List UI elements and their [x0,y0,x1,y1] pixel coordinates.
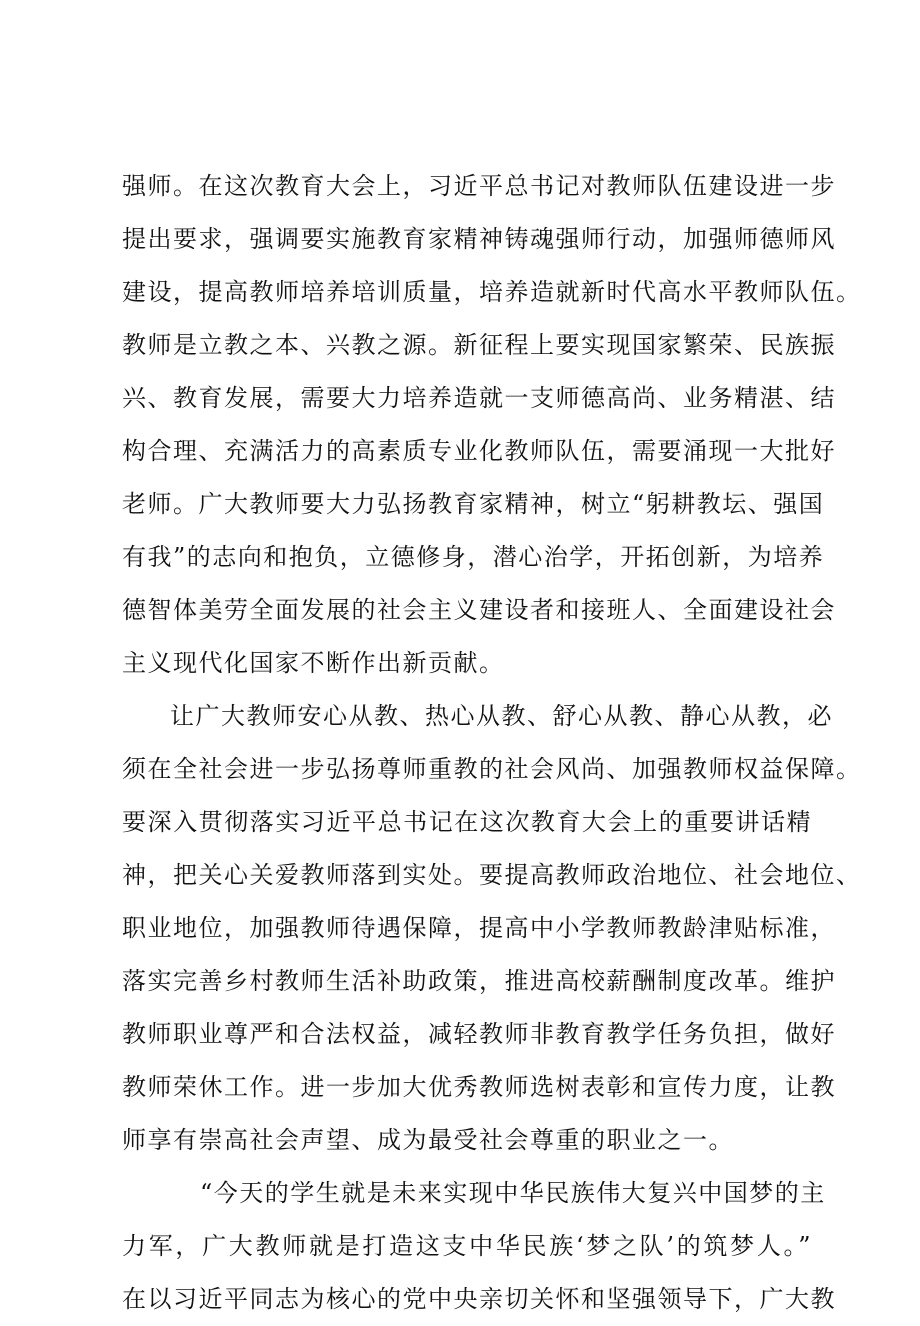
text-line: 主义现代化国家不断作出新贡献。 [122,649,505,677]
text-line: 构合理、充满活力的高素质专业化教师队伍，需要涌现一大批好 [122,437,836,465]
document-body [122,160,862,1326]
paragraph-1 [122,160,862,690]
text-line: 建设，提高教师培养培训质量，培养造就新时代高水平教师队伍。 [122,278,862,306]
text-line: 力军，广大教师就是打造这支中华民族‘梦之队’的筑梦人。” [122,1232,812,1260]
text-line: 神，把关心关爱教师落到实处。要提高教师政治地位、社会地位、 [122,861,862,889]
text-line: 教师是立教之本、兴教之源。新征程上要实现国家繁荣、民族振 [122,331,836,359]
text-line: 师享有崇高社会声望、成为最受社会尊重的职业之一。 [122,1126,734,1154]
text-line: 德智体美劳全面发展的社会主义建设者和接班人、全面建设社会 [122,596,836,624]
text-line: 强师。在这次教育大会上，习近平总书记对教师队伍建设进一步 [122,172,836,200]
text-line: “今天的学生就是未来实现中华民族伟大复兴中国梦的主 [200,1179,826,1207]
text-line: 教师荣休工作。进一步加大优秀教师选树表彰和宣传力度，让教 [122,1073,836,1101]
text-line: 须在全社会进一步弘扬尊师重教的社会风尚、加强教师权益保障。 [122,755,862,783]
text-line: 教师职业尊严和合法权益，减轻教师非教育教学任务负担，做好 [122,1020,836,1048]
text-line: 让广大教师安心从教、热心从教、舒心从教、静心从教，必 [170,702,833,730]
text-line: 在以习近平同志为核心的党中央亲切关怀和坚强领导下，广大教 [122,1285,836,1313]
paragraph-2 [122,690,862,1167]
text-line: 老师。广大教师要大力弘扬教育家精神，树立“躬耕教坛、强国 [122,490,825,518]
text-line: 职业地位，加强教师待遇保障，提高中小学教师教龄津贴标准， [122,914,836,942]
text-line: 落实完善乡村教师生活补助政策，推进高校薪酬制度改革。维护 [122,967,836,995]
text-line: 有我”的志向和抱负，立德修身，潜心治学，开拓创新，为培养 [122,543,825,571]
text-line: 要深入贯彻落实习近平总书记在这次教育大会上的重要讲话精 [122,808,812,836]
text-line: 兴、教育发展，需要大力培养造就一支师德高尚、业务精湛、结 [122,384,836,412]
paragraph-3 [122,1167,836,1326]
text-line: 提出要求，强调要实施教育家精神铸魂强师行动，加强师德师风 [122,225,836,253]
